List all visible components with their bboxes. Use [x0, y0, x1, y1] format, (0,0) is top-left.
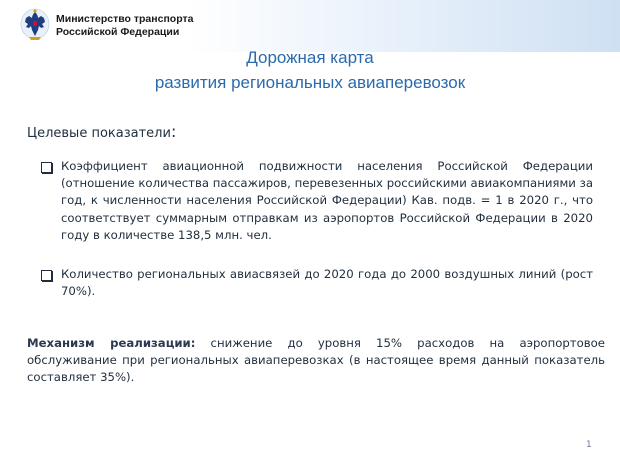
checkbox-bullet-icon [41, 270, 52, 281]
targets-heading-colon: : [170, 122, 177, 141]
target-item-mobility [41, 158, 593, 244]
ministry-name-line1: Министерство транспорта [56, 13, 194, 25]
page-number: 1 [586, 440, 592, 450]
page-title-line1: Дорожная карта [246, 48, 374, 67]
ministry-name [56, 13, 193, 39]
targets-heading [27, 122, 176, 141]
checkbox-bullet-icon [41, 162, 52, 173]
target-item-regional-links [41, 266, 593, 300]
targets-heading-text: Целевые показатели [27, 126, 171, 141]
double-headed-eagle-emblem-icon [20, 6, 50, 44]
target-item-text: Коэффициент авиационной подвижности населения Российской Федерации (отношение количества пассажиров, перевезенных российскими авиакомпаниями за год, к численности населения Российской Федерации) Кав. подв. = 1 в 2020 г., что соответствует суммарным отправкам из аэропортов Российской Федерации в 2020 году в количестве 138,5 млн. чел. [61, 159, 593, 242]
mechanism-text: снижение до уровня 15% расходов на аэропортовое обслуживание при региональных авиаперевозках (в настоящее время данный показатель составляет 35%). [27, 336, 605, 385]
ministry-name-line2: Российской Федерации [56, 26, 180, 38]
target-item-text: Количество региональных авиасвязей до 2020 года до 2000 воздушных линий (рост 70%). [61, 267, 593, 299]
page-title-line2: развития региональных авиаперевозок [154, 73, 466, 92]
mechanism-label: Механизм реализации: [27, 336, 196, 350]
mechanism-paragraph [27, 335, 605, 387]
